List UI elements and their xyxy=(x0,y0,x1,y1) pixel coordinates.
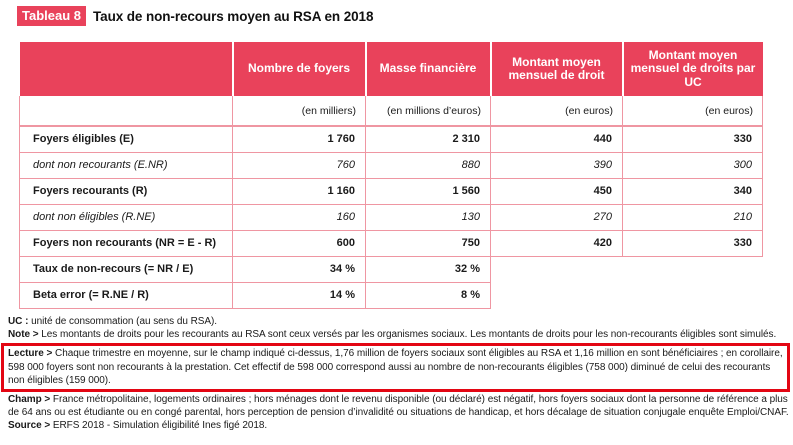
unit-cell-euros-1: (en euros) xyxy=(491,96,623,126)
unit-cell-empty xyxy=(20,96,233,126)
cell-value: 600 xyxy=(233,230,366,256)
cell-value: 8 % xyxy=(366,282,491,308)
cell-value: 270 xyxy=(491,204,623,230)
row-label: dont non recourants (E.NR) xyxy=(20,152,233,178)
cell-value: 2 310 xyxy=(366,126,491,152)
cell-value: 210 xyxy=(623,204,763,230)
unit-cell-euros-2: (en euros) xyxy=(623,96,763,126)
cell-empty xyxy=(623,256,763,282)
cell-value: 760 xyxy=(233,152,366,178)
column-header-nombre-de-foyers: Nombre de foyers xyxy=(233,42,366,96)
footnote-note-text: Les montants de droits pour les recourants au RSA sont ceux versés par les organismes sociaux. Les montants de droits pour les non-recourants éligibles sont simulés. xyxy=(41,329,777,341)
cell-value: 130 xyxy=(366,204,491,230)
cell-value: 420 xyxy=(491,230,623,256)
cell-value: 160 xyxy=(233,204,366,230)
row-label: Beta error (= R.NE / R) xyxy=(20,282,233,308)
cell-empty xyxy=(491,282,623,308)
cell-value: 34 % xyxy=(233,256,366,282)
cell-value: 32 % xyxy=(366,256,491,282)
footnote-note-label: Note > xyxy=(8,329,39,341)
footnote-uc-text: unité de consommation (au sens du RSA). xyxy=(31,316,218,327)
column-header-masse-financiere: Masse financière xyxy=(366,42,491,96)
footnote-source xyxy=(8,419,790,432)
annotation-highlight-box xyxy=(1,343,790,392)
footnotes xyxy=(8,315,790,433)
table-row-foyers-recourants xyxy=(20,178,763,204)
table-header-row xyxy=(20,42,763,96)
table-row-dont-non-eligibles xyxy=(20,204,763,230)
row-label: dont non éligibles (R.NE) xyxy=(20,204,233,230)
cell-value: 440 xyxy=(491,126,623,152)
cell-value: 390 xyxy=(491,152,623,178)
row-label: Foyers non recourants (NR = E - R) xyxy=(20,230,233,256)
cell-value: 340 xyxy=(623,178,763,204)
column-header-montant-moyen-droit-uc: Montant moyen mensuel de droits par UC xyxy=(623,42,763,96)
column-header-montant-moyen-droit: Montant moyen mensuel de droit xyxy=(491,42,623,96)
rsa-non-recours-table xyxy=(19,42,763,309)
table-title: Taux de non-recours moyen au RSA en 2018 xyxy=(93,8,374,24)
footnote-champ xyxy=(8,393,790,419)
table-caption xyxy=(17,6,373,26)
footnote-lecture xyxy=(8,347,784,387)
cell-empty xyxy=(623,282,763,308)
footnote-uc xyxy=(8,315,790,328)
footnote-champ-label: Champ > xyxy=(8,394,51,406)
table-row-foyers-eligibles xyxy=(20,126,763,152)
cell-value: 880 xyxy=(366,152,491,178)
cell-empty xyxy=(491,256,623,282)
column-header-empty xyxy=(20,42,233,96)
row-label: Foyers recourants (R) xyxy=(20,178,233,204)
footnote-source-text: ERFS 2018 - Simulation éligibilité Ines figé 2018. xyxy=(52,420,268,432)
cell-value: 300 xyxy=(623,152,763,178)
table-row-beta-error xyxy=(20,282,763,308)
footnote-lecture-text: Chaque trimestre en moyenne, sur le champ indiqué ci-dessus, 1,76 million de foyers sociaux sont éligibles au RSA et 1,16 million en sont bénéficiaires ; en corollaire, 598 000 foyers sont non recourants à la prestation. Cet effectif de 598 000 correspond aussi au nombre de non-recourants éligibles (758 000) diminué de celui des recourants non éligibles (159 000). xyxy=(8,348,783,386)
cell-value: 1 160 xyxy=(233,178,366,204)
footnote-lecture-label: Lecture > xyxy=(8,348,53,360)
table-number-badge: Tableau 8 xyxy=(17,6,86,26)
table-row-foyers-non-recourants xyxy=(20,230,763,256)
cell-value: 14 % xyxy=(233,282,366,308)
cell-value: 330 xyxy=(623,126,763,152)
cell-value: 1 760 xyxy=(233,126,366,152)
unit-cell-millions-euros: (en millions d’euros) xyxy=(366,96,491,126)
cell-value: 1 560 xyxy=(366,178,491,204)
cell-value: 750 xyxy=(366,230,491,256)
units-row xyxy=(20,96,763,126)
table-row-dont-non-recourants xyxy=(20,152,763,178)
cell-value: 450 xyxy=(491,178,623,204)
table-row-taux-non-recours xyxy=(20,256,763,282)
cell-value: 330 xyxy=(623,230,763,256)
unit-cell-milliers: (en milliers) xyxy=(233,96,366,126)
footnote-champ-text: France métropolitaine, logements ordinaires ; hors ménages dont le revenu disponible (ou déclaré) est négatif, hors foyers sociaux dont la personne de référence a plus de 64 ans ou est étudiante ou en congé parental, hors perception de pension d’invalidité ou situations de handicap, et hors décalage de situation conjugale enquête Emploi/CNAF. xyxy=(8,394,789,419)
footnote-source-label: Source > xyxy=(8,420,51,432)
footnote-note xyxy=(8,328,790,341)
row-label: Foyers éligibles (E) xyxy=(20,126,233,152)
row-label: Taux de non-recours (= NR / E) xyxy=(20,256,233,282)
footnote-uc-label: UC : xyxy=(8,316,29,327)
